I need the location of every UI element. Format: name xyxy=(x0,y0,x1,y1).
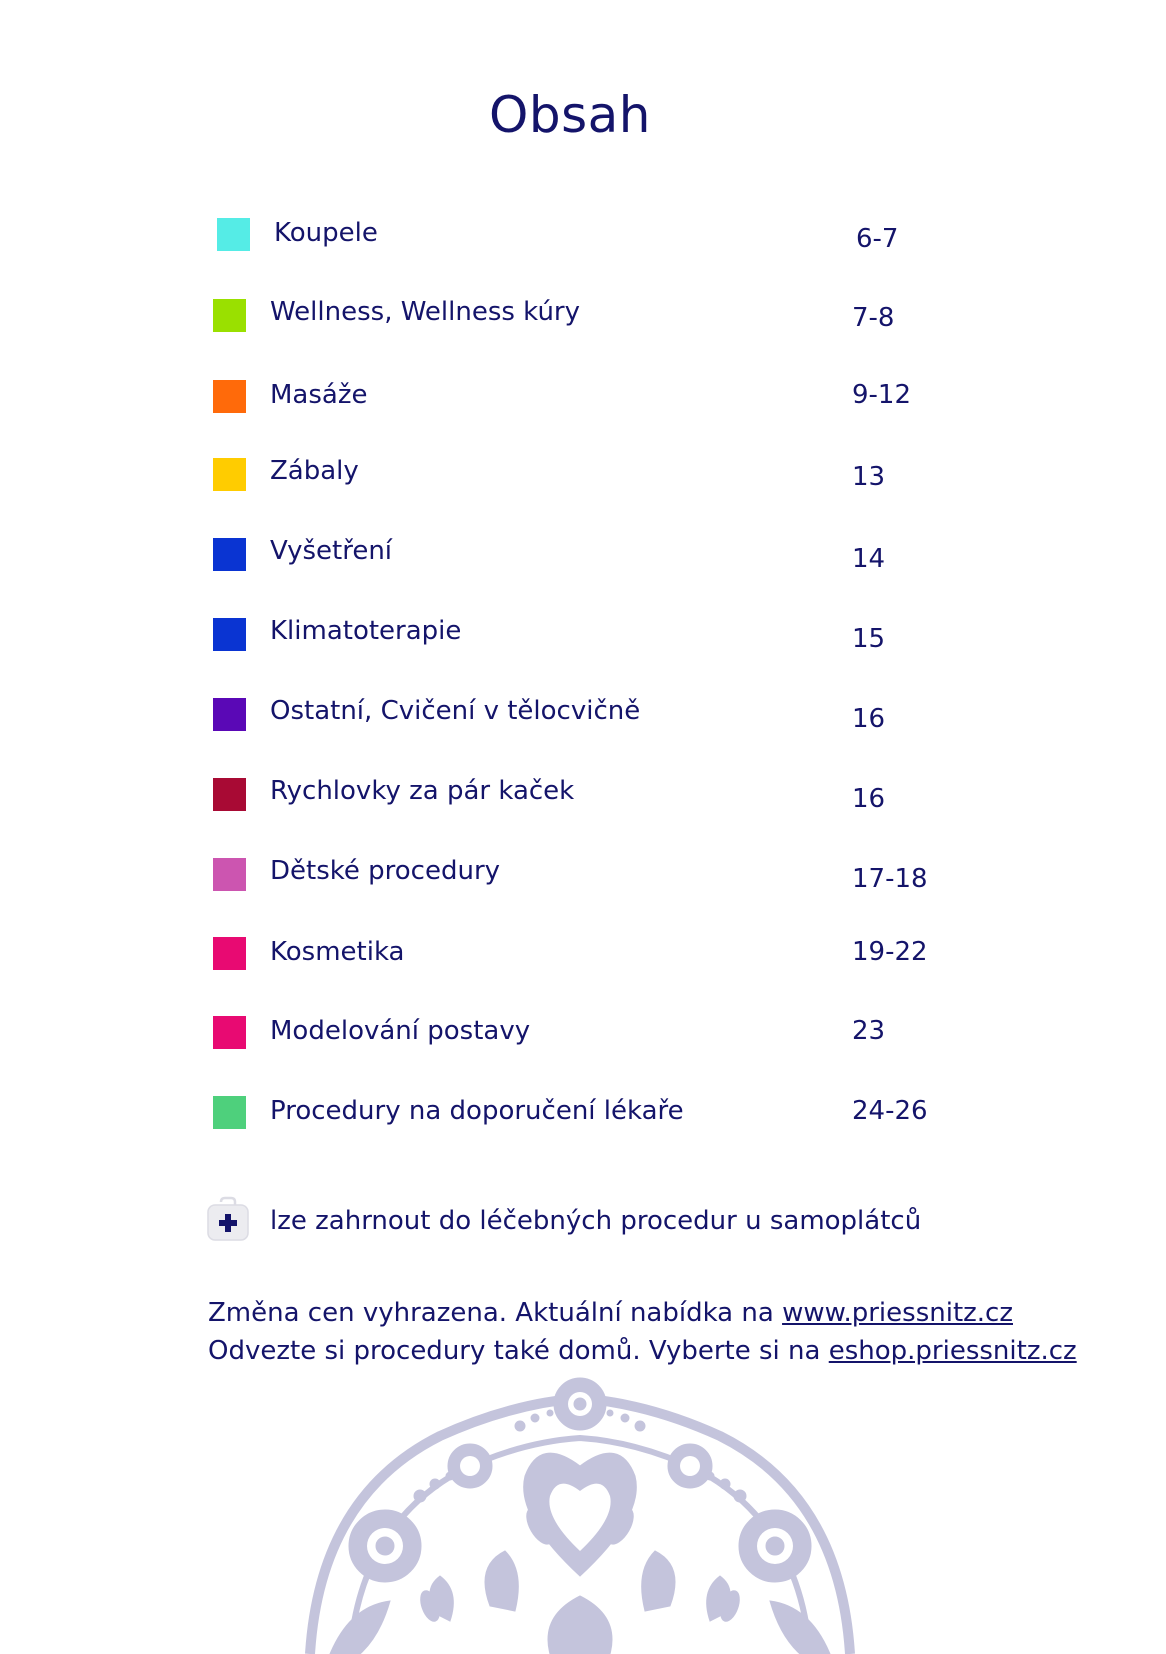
toc-label: Vyšetření xyxy=(270,536,393,566)
footer-line-eshop xyxy=(208,1332,1108,1370)
category-color-swatch xyxy=(213,299,246,332)
toc-row-procedury-lekare[interactable] xyxy=(0,1096,1166,1136)
toc-row-ostatni[interactable] xyxy=(0,698,1166,738)
toc-page-number: 7-8 xyxy=(852,303,895,333)
floral-ornament-icon xyxy=(290,1376,870,1654)
category-color-swatch xyxy=(213,1016,246,1049)
toc-page-number: 17-18 xyxy=(852,864,928,894)
toc-label: Koupele xyxy=(274,218,378,248)
toc-row-koupele[interactable] xyxy=(0,218,1166,258)
category-color-swatch xyxy=(213,698,246,731)
toc-page-number: 16 xyxy=(852,704,886,734)
toc-row-vysetreni[interactable] xyxy=(0,538,1166,578)
toc-row-kosmetika[interactable] xyxy=(0,937,1166,977)
footer xyxy=(208,1294,1108,1370)
first-aid-kit-icon xyxy=(206,1196,250,1242)
toc-page-number: 15 xyxy=(852,624,886,654)
toc-row-klimatoterapie[interactable] xyxy=(0,618,1166,658)
toc-row-detske-procedury[interactable] xyxy=(0,858,1166,898)
category-color-swatch xyxy=(213,1096,246,1129)
footer-text: Změna cen vyhrazena. Aktuální nabídka na xyxy=(208,1298,783,1328)
category-color-swatch xyxy=(213,937,246,970)
toc-label: Wellness, Wellness kúry xyxy=(270,297,580,327)
page-title: Obsah xyxy=(489,86,651,144)
category-color-swatch xyxy=(213,380,246,413)
toc-page-number: 16 xyxy=(852,784,886,814)
toc-label: Masáže xyxy=(270,380,368,410)
legend-note-text: lze zahrnout do léčebných procedur u samoplátců xyxy=(270,1206,922,1236)
category-color-swatch xyxy=(213,618,246,651)
toc-label: Klimatoterapie xyxy=(270,616,462,646)
toc-page-number: 24-26 xyxy=(852,1096,928,1126)
toc-label: Procedury na doporučení lékaře xyxy=(270,1096,684,1126)
toc-row-masaze[interactable] xyxy=(0,380,1166,420)
category-color-swatch xyxy=(217,218,250,251)
toc-page-number: 19-22 xyxy=(852,937,928,967)
toc-page-number: 9-12 xyxy=(852,380,912,410)
toc-page-number: 23 xyxy=(852,1016,886,1046)
toc-page-number: 6-7 xyxy=(856,224,899,254)
category-color-swatch xyxy=(213,778,246,811)
website-link[interactable]: www.priessnitz.cz xyxy=(782,1298,1013,1328)
toc-row-modelovani-postavy[interactable] xyxy=(0,1016,1166,1056)
category-color-swatch xyxy=(213,858,246,891)
toc-label: Modelování postavy xyxy=(270,1016,531,1046)
eshop-link[interactable]: eshop.priessnitz.cz xyxy=(828,1336,1077,1366)
footer-line-price-notice xyxy=(208,1294,1108,1332)
toc-label: Rychlovky za pár kaček xyxy=(270,776,575,806)
toc-label: Dětské procedury xyxy=(270,856,501,886)
toc-page-number: 14 xyxy=(852,544,886,574)
toc-page-number: 13 xyxy=(852,462,886,492)
footer-text: Odvezte si procedury také domů. Vyberte si na xyxy=(208,1336,829,1366)
toc-label: Zábaly xyxy=(270,456,359,486)
legend-note xyxy=(206,1196,1106,1246)
category-color-swatch xyxy=(213,458,246,491)
toc-row-wellness[interactable] xyxy=(0,299,1166,339)
toc-label: Ostatní, Cvičení v tělocvičně xyxy=(270,696,641,726)
toc-label: Kosmetika xyxy=(270,937,405,967)
toc-row-rychlovky[interactable] xyxy=(0,778,1166,818)
category-color-swatch xyxy=(213,538,246,571)
toc-row-zabaly[interactable] xyxy=(0,458,1166,498)
